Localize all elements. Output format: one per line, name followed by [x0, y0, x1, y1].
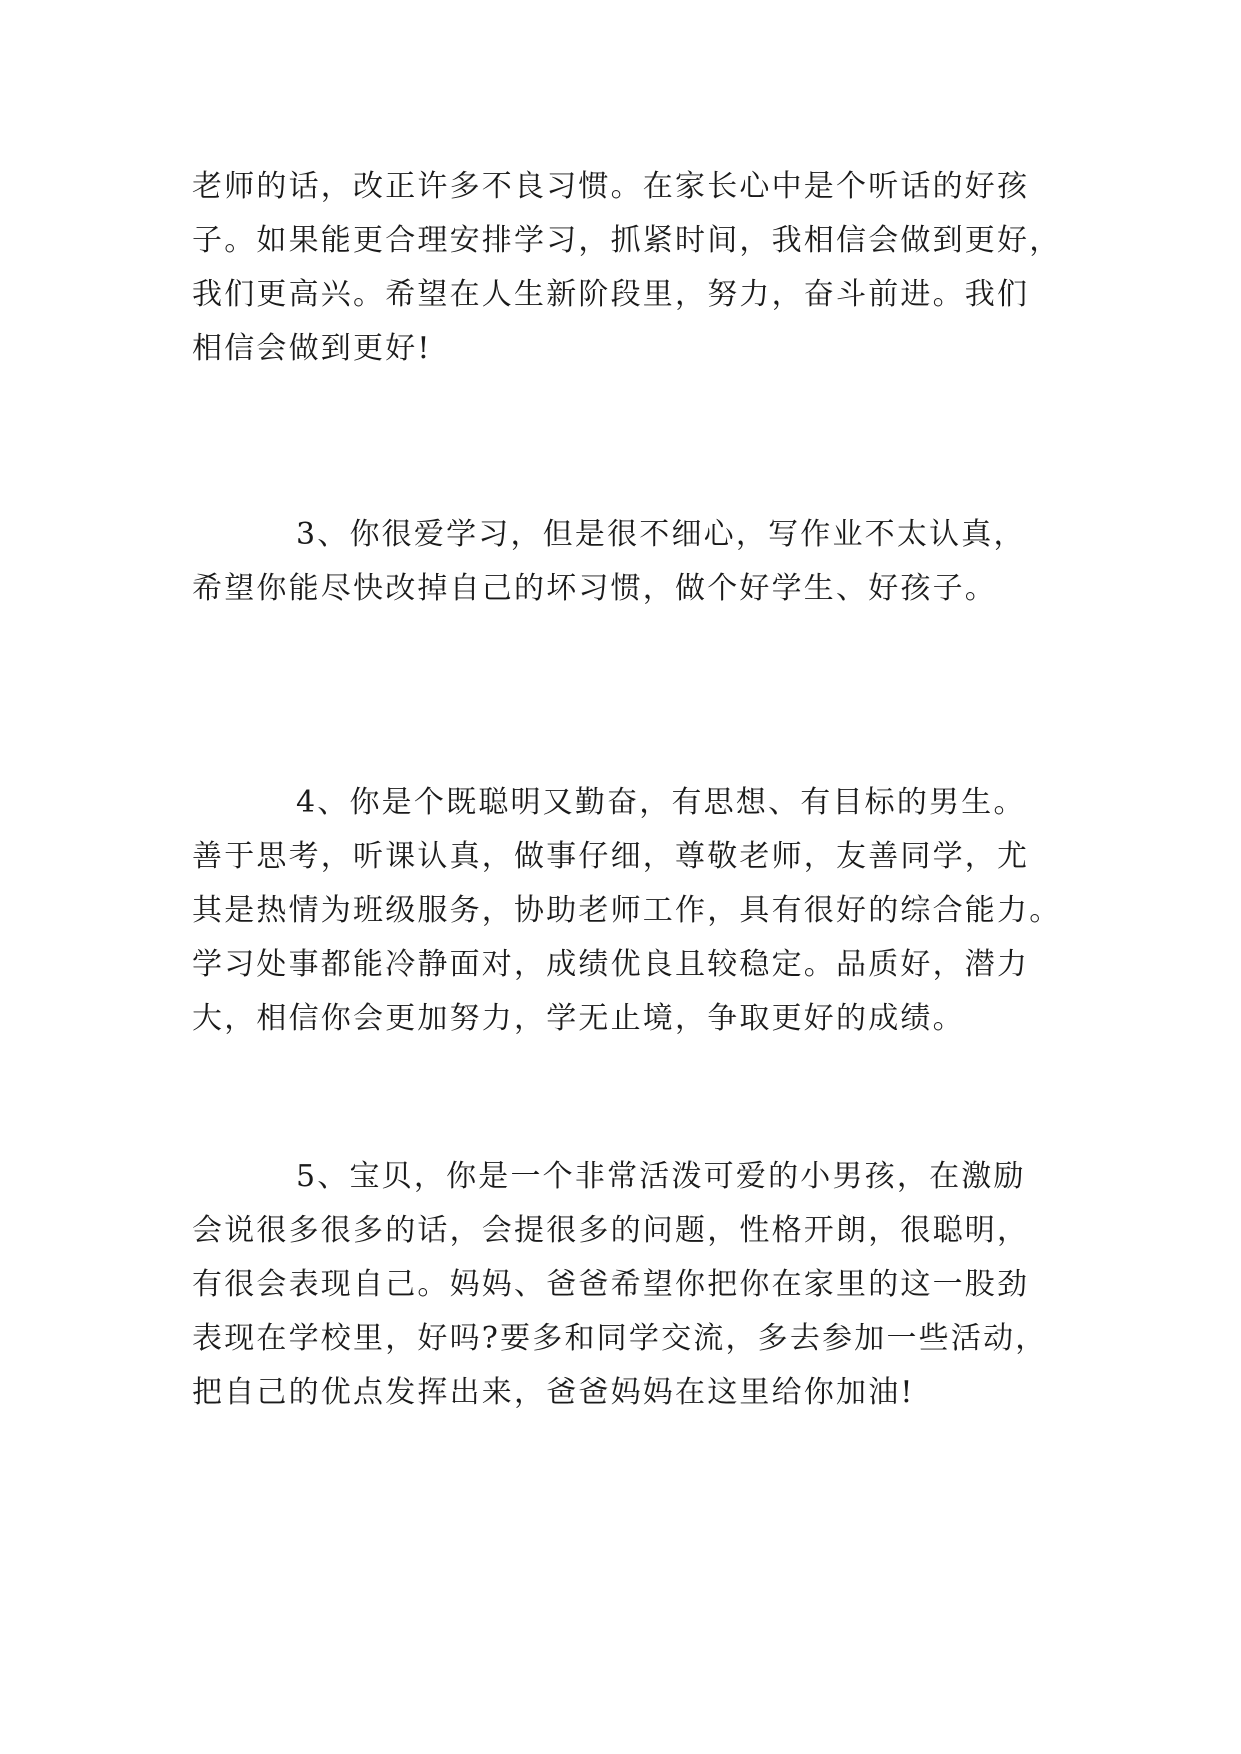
text-line: 3、你很爱学习，但是很不细心，写作业不太认真，	[296, 517, 1026, 552]
paragraph-continuation	[192, 160, 1062, 376]
text-line: 其是热情为班级服务，协助老师工作，具有很好的综合能力。	[192, 893, 1062, 928]
text-line: 表现在学校里，好吗?要多和同学交流，多去参加一些活动，	[192, 1321, 1048, 1356]
text-line: 会说很多很多的话，会提很多的问题，性格开朗，很聪明，	[192, 1213, 1030, 1248]
text-line: 希望你能尽快改掉自己的坏习惯，做个好学生、好孩子。	[192, 571, 997, 606]
paragraph-comment-4	[192, 776, 1062, 1046]
text-line: 5、宝贝，你是一个非常活泼可爱的小男孩，在激励	[296, 1159, 1026, 1194]
text-line: 把自己的优点发挥出来，爸爸妈妈在这里给你加油!	[192, 1375, 915, 1410]
text-line: 大，相信你会更加努力，学无止境，争取更好的成绩。	[192, 1001, 965, 1036]
text-line: 4、你是个既聪明又勤奋，有思想、有目标的男生。	[296, 785, 1026, 820]
text-line: 我们更高兴。希望在人生新阶段里，努力，奋斗前进。我们	[192, 277, 1030, 312]
text-line: 子。如果能更合理安排学习，抓紧时间，我相信会做到更好，	[192, 223, 1062, 258]
text-line: 学习处事都能冷静面对，成绩优良且较稳定。品质好，潜力	[192, 947, 1030, 982]
paragraph-comment-5	[192, 1150, 1052, 1420]
text-line: 相信会做到更好!	[192, 331, 432, 366]
text-line: 善于思考，听课认真，做事仔细，尊敬老师，友善同学，尤	[192, 839, 1030, 874]
paragraph-comment-3	[192, 508, 1052, 616]
text-line: 老师的话，改正许多不良习惯。在家长心中是个听话的好孩	[192, 169, 1030, 204]
text-line: 有很会表现自己。妈妈、爸爸希望你把你在家里的这一股劲	[192, 1267, 1030, 1302]
